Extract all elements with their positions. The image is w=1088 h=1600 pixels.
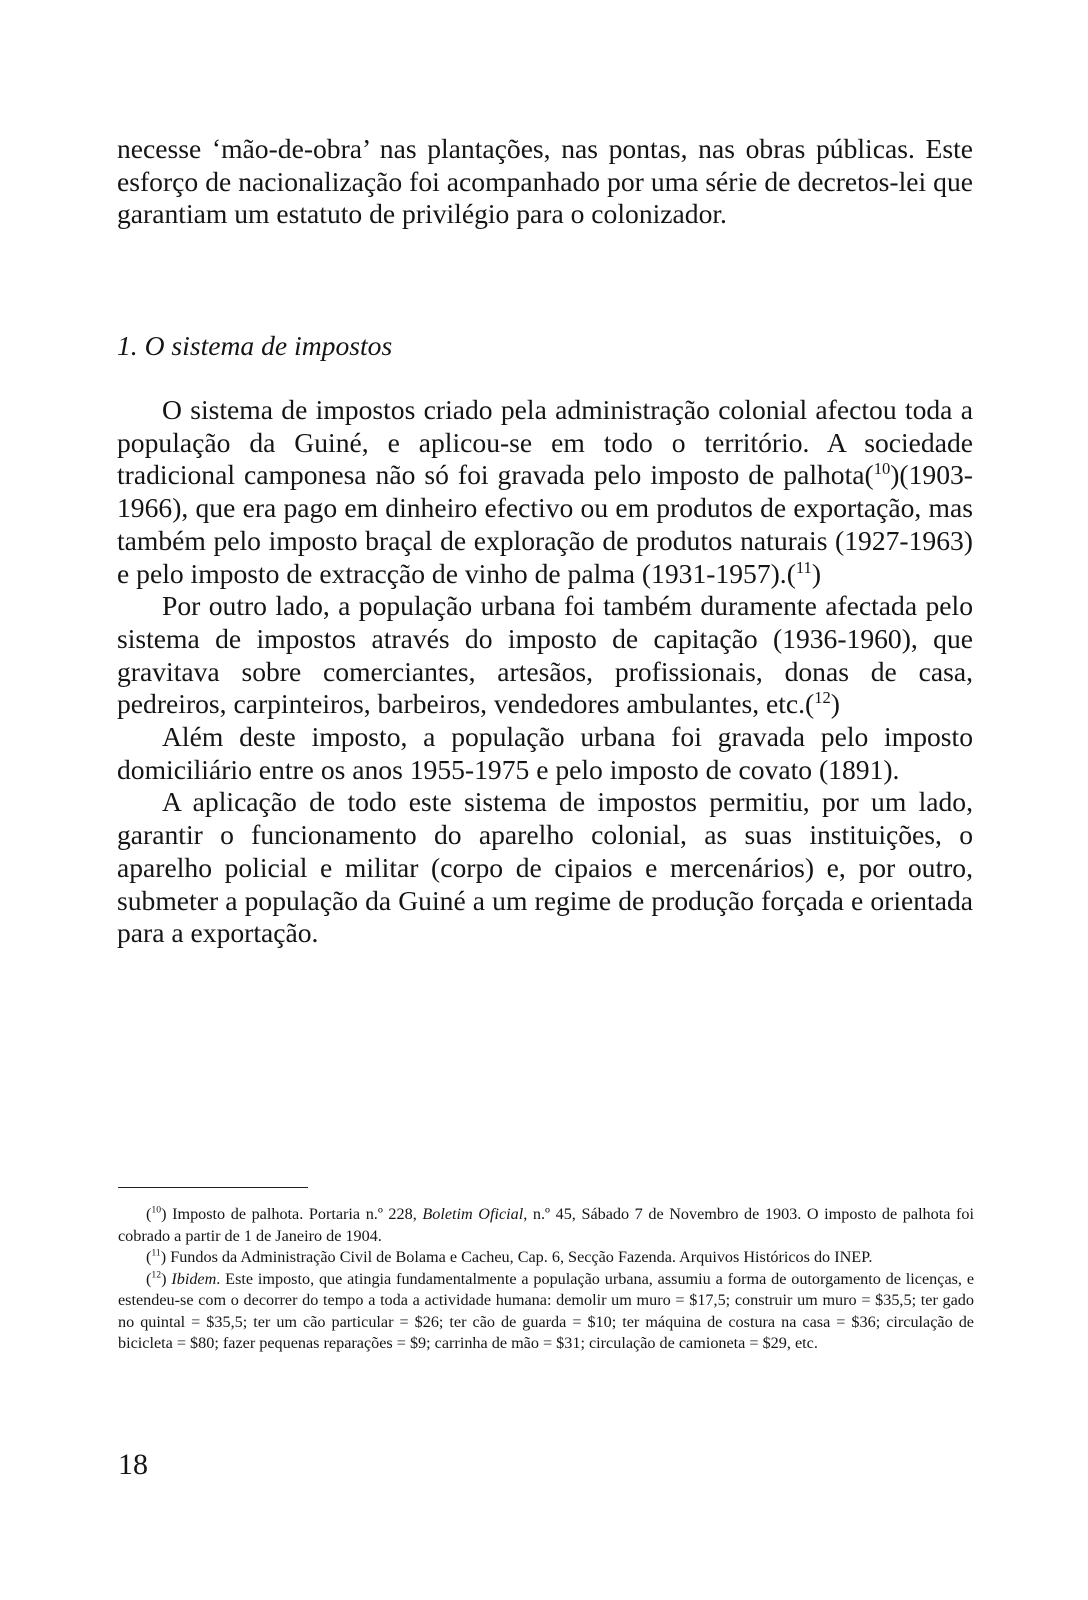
footnote-12: ($^{12}$) Ibidem. Este imposto, que atingia fundamentalmente a população urbana, assumiu a forma de outorgamento de licenças, e estendeu-se com o decorrer do tempo a toda a actividade humana: demolir um muro = $17,5; construir um muro = $35,5; ter gado no quintal = $35,5; ter um cão particular = $26; ter cão de guarda = $10; ter máquina de costura na casa = $36; circulação de bicicleta = $80; fazer pequenas reparações = $9; carrinha de mão = $31; circulação de camioneta = $29, etc. (118, 1269, 974, 1352)
footnote-ref-11: 11 (795, 557, 812, 577)
paragraph-1-text-c: ) (811, 557, 822, 589)
footnote-italic: Boletim Oficial (422, 1205, 524, 1223)
footnote-ref-12: 12 (814, 688, 831, 708)
paragraph-2 (117, 590, 973, 721)
section-title: O sistema de impostos (144, 330, 393, 361)
footnote-text: , n.º 45, Sábado 7 de Novembro de 1903. O imposto de palhota foi cobrado a partir de 1 de Janeiro de 1904. (118, 1205, 974, 1245)
footnote-divider (118, 1187, 308, 1188)
paragraph-4: A aplicação de todo este sistema de impostos permitiu, por um lado, garantir o funcionamento do aparelho colonial, as suas instituições, o aparelho policial e militar (corpo de cipaios e mercenários) e, por outro, submeter a população da Guiné a um regime de produção forçada e orientada para a exportação. (117, 786, 973, 949)
paragraph-1-text-b: )(1903-1966), que era pago em dinheiro efectivo ou em produtos de exportação, mas também pelo imposto braçal de exploração de produtos naturais (1927-1963) e pelo imposto de extracção de vinho de palma (1931-1957).( (117, 459, 973, 589)
section-body (117, 394, 973, 950)
paragraph-1-text-a: O sistema de impostos criado pela administração colonial afectou toda a população da Guiné, e aplicou-se em todo o território. A sociedade tradicional camponesa não só foi gravada pelo imposto de palhota( (117, 394, 973, 491)
intro-paragraph (117, 133, 973, 231)
footnote-text: . Este imposto, que atingia fundamentalmente a população urbana, assumiu a forma de outorgamento de licenças, e estendeu-se com o decorrer do tempo a toda a actividade humana: demolir um muro = $17,5; construir um muro = $35,5; ter gado no quintal = $35,5; ter um cão particular = $26; ter cão de guarda = $10; ter máquina de costura na casa = $36; circulação de bicicleta = $80; fazer pequenas reparações = $9; carrinha de mão = $31; circulação de camioneta = $29, etc. (118, 1269, 974, 1352)
footnote-number: 11 (151, 1247, 161, 1259)
footnote-11: ($^{11}$) Fundos da Administração Civil de Bolama e Cacheu, Cap. 6, Secção Fazenda. Arquivos Históricos do INEP. (146, 1247, 873, 1266)
footnotes (118, 1204, 974, 1355)
footnote-italic: Ibidem (171, 1269, 217, 1288)
paragraph-2-text-a: Por outro lado, a população urbana foi também duramente afectada pelo sistema de impostos através do imposto de capitação (1936-1960), que gravitava sobre comerciantes, artesãos, profissionais, donas de casa, pedreiros, carpinteiros, barbeiros, vendedores ambulantes, etc.( (117, 590, 973, 720)
section-number: 1. (117, 330, 138, 361)
footnote-ref-10: 10 (873, 459, 891, 479)
paragraph-1 (117, 394, 973, 590)
paragraph-2-text-b: ) (830, 688, 840, 720)
section-heading (117, 330, 392, 362)
footnote-text: Imposto de palhota. Portaria n.º 228, (166, 1205, 423, 1223)
footnote-number: 12 (151, 1269, 162, 1281)
page-number: 18 (118, 1448, 148, 1481)
paragraph-3: Além deste imposto, a população urbana foi gravada pelo imposto domiciliário entre os anos 1955-1975 e pelo imposto de covato (1891). (117, 721, 973, 785)
intro-text: necesse ‘mão-de-obra’ nas plantações, nas pontas, nas obras públicas. Este esforço de nacionalização foi acompanhado por uma série de decretos-lei que garantiam um estatuto de privilégio para o colonizador. (117, 133, 973, 230)
footnote-10: ($^{10}$) Imposto de palhota. Portaria n.º 228, Boletim Oficial, n.º 45, Sábado 7 de Novembro de 1903. O imposto de palhota foi cobrado a partir de 1 de Janeiro de 1904. (118, 1204, 974, 1245)
footnote-text: Fundos da Administração Civil de Bolama e Cacheu, Cap. 6, Secção Fazenda. Arquivos Históricos do INEP. (166, 1248, 873, 1266)
footnote-number: 10 (151, 1204, 162, 1216)
